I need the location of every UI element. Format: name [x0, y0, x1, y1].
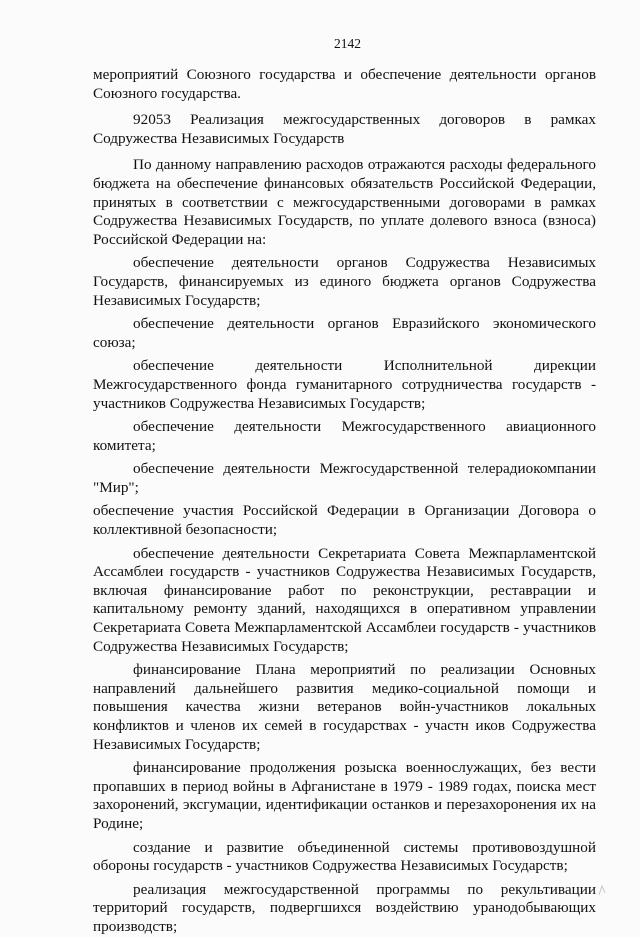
paragraph-continuation: мероприятий Союзного государства и обеспечение деятельности органов Союзного государства. [93, 66, 596, 102]
list-item-humanitarian-fund: обеспечение деятельности Исполнительной дирекции Межгосударственного фонда гуманитарного сотрудничества государств - участников Содружества Независимых Государств; [93, 357, 596, 412]
list-item-mir-broadcaster: обеспечение деятельности Межгосударственной телерадиокомпании "Мир"; [93, 460, 596, 496]
scan-mark-icon [598, 884, 606, 896]
list-item-csto: обеспечение участия Российской Федерации в Организации Договора о коллективной безопасности; [93, 502, 596, 539]
list-item-eaeu-organs: обеспечение деятельности органов Евразийского экономического союза; [93, 315, 596, 351]
section-heading-92053: 92053 Реализация межгосударственных договоров в рамках Содружества Независимых Государств [93, 111, 596, 147]
list-item-cis-organs: обеспечение деятельности органов Содружества Независимых Государств, финансируемых из единого бюджета органов Содружества Независимых Государств; [93, 254, 596, 309]
list-item-air-defense: создание и развитие объединенной системы противовоздушной обороны государств - участников Содружества Независимых Государств; [93, 838, 596, 875]
list-item-afghanistan-search: финансирование продолжения розыска военнослужащих, без вести пропавших в период войны в Афганистане в 1979 - 1989 годах, поиска мест захоронений, эксгумации, идентификации останков и перезахоронения их на Родине; [93, 759, 596, 832]
list-item-aviation-committee: обеспечение деятельности Межгосударственного авиационного комитета; [93, 418, 596, 454]
paragraph-intro: По данному направлению расходов отражаются расходы федерального бюджета на обеспечение финансовых обязательств Российской Федерации, принятых в соответствии с межгосударственными договорами в рамках Содружества Независимых Государств, по уплате долевого взноса (взноса) Российской Федерации на: [93, 156, 596, 248]
list-item-veterans-plan: финансирование Плана мероприятий по реализации Основных направлений дальнейшего развития медико-социальной помощи и повышения качества жизни ветеранов войн-участников локальных конфликтов и членов их семей в государствах - участн иков Содружества Независимых Государств; [93, 661, 596, 753]
page-number: 2142 [334, 36, 361, 51]
list-item-ipa-secretariat: обеспечение деятельности Секретариата Совета Межпарламентской Ассамблеи государств - участников Содружества Независимых Государств, включая финансирование работ по реконструкции, реставрации и капитальному ремонту зданий, находящихся в оперативном управлении Секретариата Совета Межпарламентской Ассамблеи государств - участников Содружества Независимых Государств; [93, 544, 596, 655]
list-item-uranium-recultivation: реализация межгосударственной программы по рекультивации территорий государств, подвергшихся воздействию уранодобывающих производств; [93, 880, 596, 935]
